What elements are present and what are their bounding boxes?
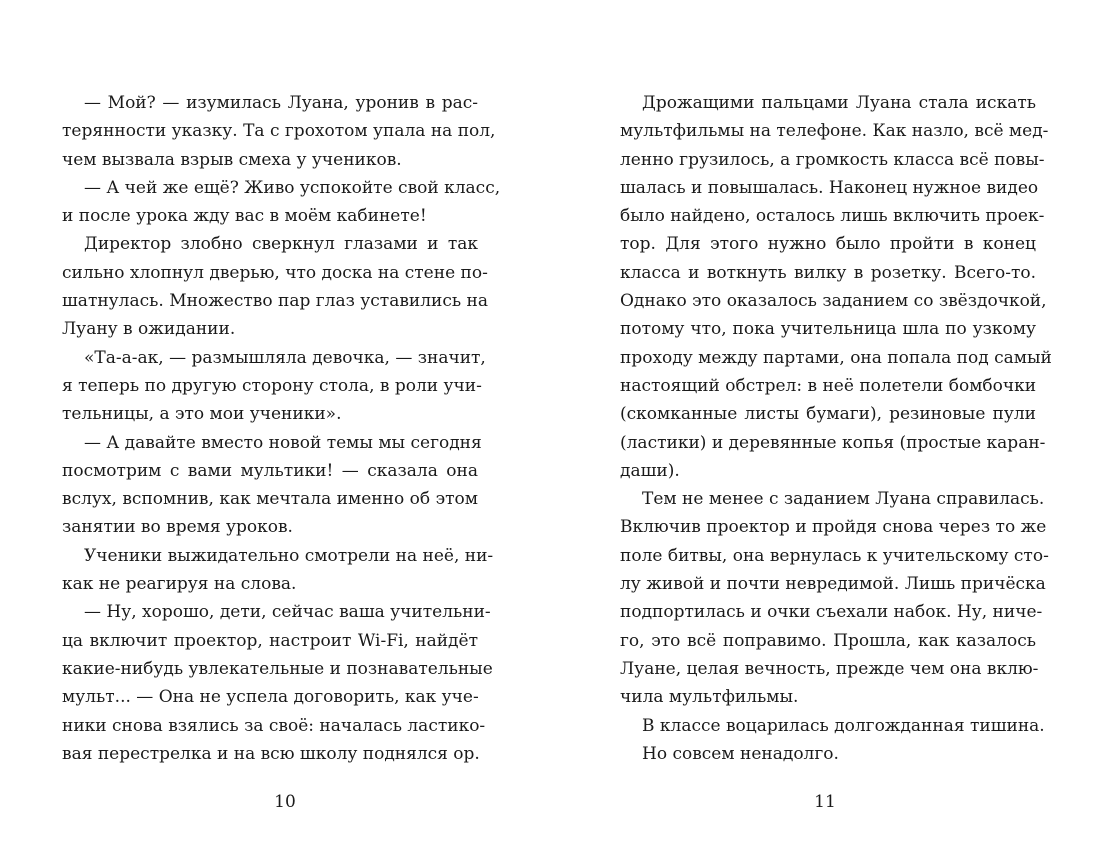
text-line: занятии во время уроков. [62, 517, 293, 538]
text-line: Директор злобно сверкнул глазами и так [84, 234, 478, 255]
text-line: ники снова взялись за своё: началась ластико- [62, 715, 486, 736]
text-line: вслух, вспомнив, как мечтала именно об этом [62, 489, 478, 510]
text-line: го, это всё поправимо. Прошла, как казалось [620, 630, 1036, 651]
text-line: проходу между партами, она попала под самый [620, 347, 1052, 368]
text-line: тельницы, а это мои ученики». [62, 404, 342, 425]
text-line: Тем не менее с заданием Луана справилась. [642, 489, 1045, 510]
text-line: шатнулась. Множество пар глаз уставились на [62, 291, 489, 312]
left-page-text [62, 89, 501, 768]
text-line: мульт... — Она не успела договорить, как уче- [62, 687, 479, 708]
page-number-left: 10 [274, 792, 296, 812]
text-line: вая перестрелка и на всю школу поднялся ор. [62, 743, 480, 764]
text-line: сильно хлопнул дверью, что доска на стене по- [62, 262, 488, 283]
text-line: я теперь по другую сторону стола, в роли учи- [62, 375, 482, 396]
text-line: как не реагируя на слова. [62, 574, 297, 595]
right-page-text [620, 89, 1052, 768]
text-line: чила мультфильмы. [620, 687, 799, 708]
text-line: В классе воцарилась долгожданная тишина. [642, 715, 1045, 736]
text-line: Луане, целая вечность, прежде чем она вклю- [620, 658, 1039, 679]
page-number-right: 11 [814, 792, 836, 812]
text-line: Однако это оказалось заданием со звёздочкой, [620, 291, 1047, 312]
text-line: потому что, пока учительница шла по узкому [620, 319, 1036, 340]
text-line: Луану в ожидании. [62, 319, 236, 340]
text-line: ца включит проектор, настроит Wi-Fi, найдёт [62, 630, 478, 651]
text-line: «Та-а-ак, — размышляла девочка, — значит, [84, 347, 486, 368]
text-line: (скомканные листы бумаги), резиновые пули [620, 404, 1036, 425]
text-line: — Ну, хорошо, дети, сейчас ваша учительни- [84, 602, 491, 623]
text-line: тор. Для этого нужно было пройти в конец [620, 234, 1036, 255]
text-line: — А чей же ещё? Живо успокойте свой класс, [84, 177, 501, 198]
text-line: — Мой? — изумилась Луана, уронив в рас- [84, 93, 478, 113]
text-line: поле битвы, она вернулась к учительскому сто- [620, 545, 1049, 566]
text-line: Ученики выжидательно смотрели на неё, ни- [84, 545, 494, 566]
text-line: даши). [620, 460, 680, 481]
text-line: мультфильмы на телефоне. Как назло, всё мед- [620, 121, 1049, 142]
text-line: Дрожащими пальцами Луана стала искать [642, 93, 1036, 113]
text-line: Но совсем ненадолго. [642, 743, 839, 764]
text-line: класса и воткнуть вилку в розетку. Всего-то. [620, 262, 1036, 283]
text-line: чем вызвала взрыв смеха у учеников. [62, 149, 402, 170]
text-line: ленно грузилось, а громкость класса всё повы- [620, 149, 1045, 170]
text-line: настоящий обстрел: в неё полетели бомбочки [620, 375, 1037, 396]
text-line: (ластики) и деревянные копья (простые каран- [620, 432, 1046, 453]
text-line: лу живой и почти невредимой. Лишь причёска [620, 574, 1046, 595]
text-line: подпортилась и очки съехали набок. Ну, ниче- [620, 602, 1043, 623]
text-line: шалась и повышалась. Наконец нужное видео [620, 177, 1039, 198]
text-line: терянности указку. Та с грохотом упала на пол, [62, 121, 496, 142]
text-line: Включив проектор и пройдя снова через то же [620, 517, 1047, 538]
text-line: и после урока жду вас в моём кабинете! [62, 206, 427, 227]
text-line: какие-нибудь увлекательные и познавательные [62, 658, 493, 679]
text-line: было найдено, осталось лишь включить проек- [620, 206, 1045, 227]
text-line: посмотрим с вами мультики! — сказала она [62, 460, 478, 481]
text-line: — А давайте вместо новой темы мы сегодня [84, 432, 482, 453]
